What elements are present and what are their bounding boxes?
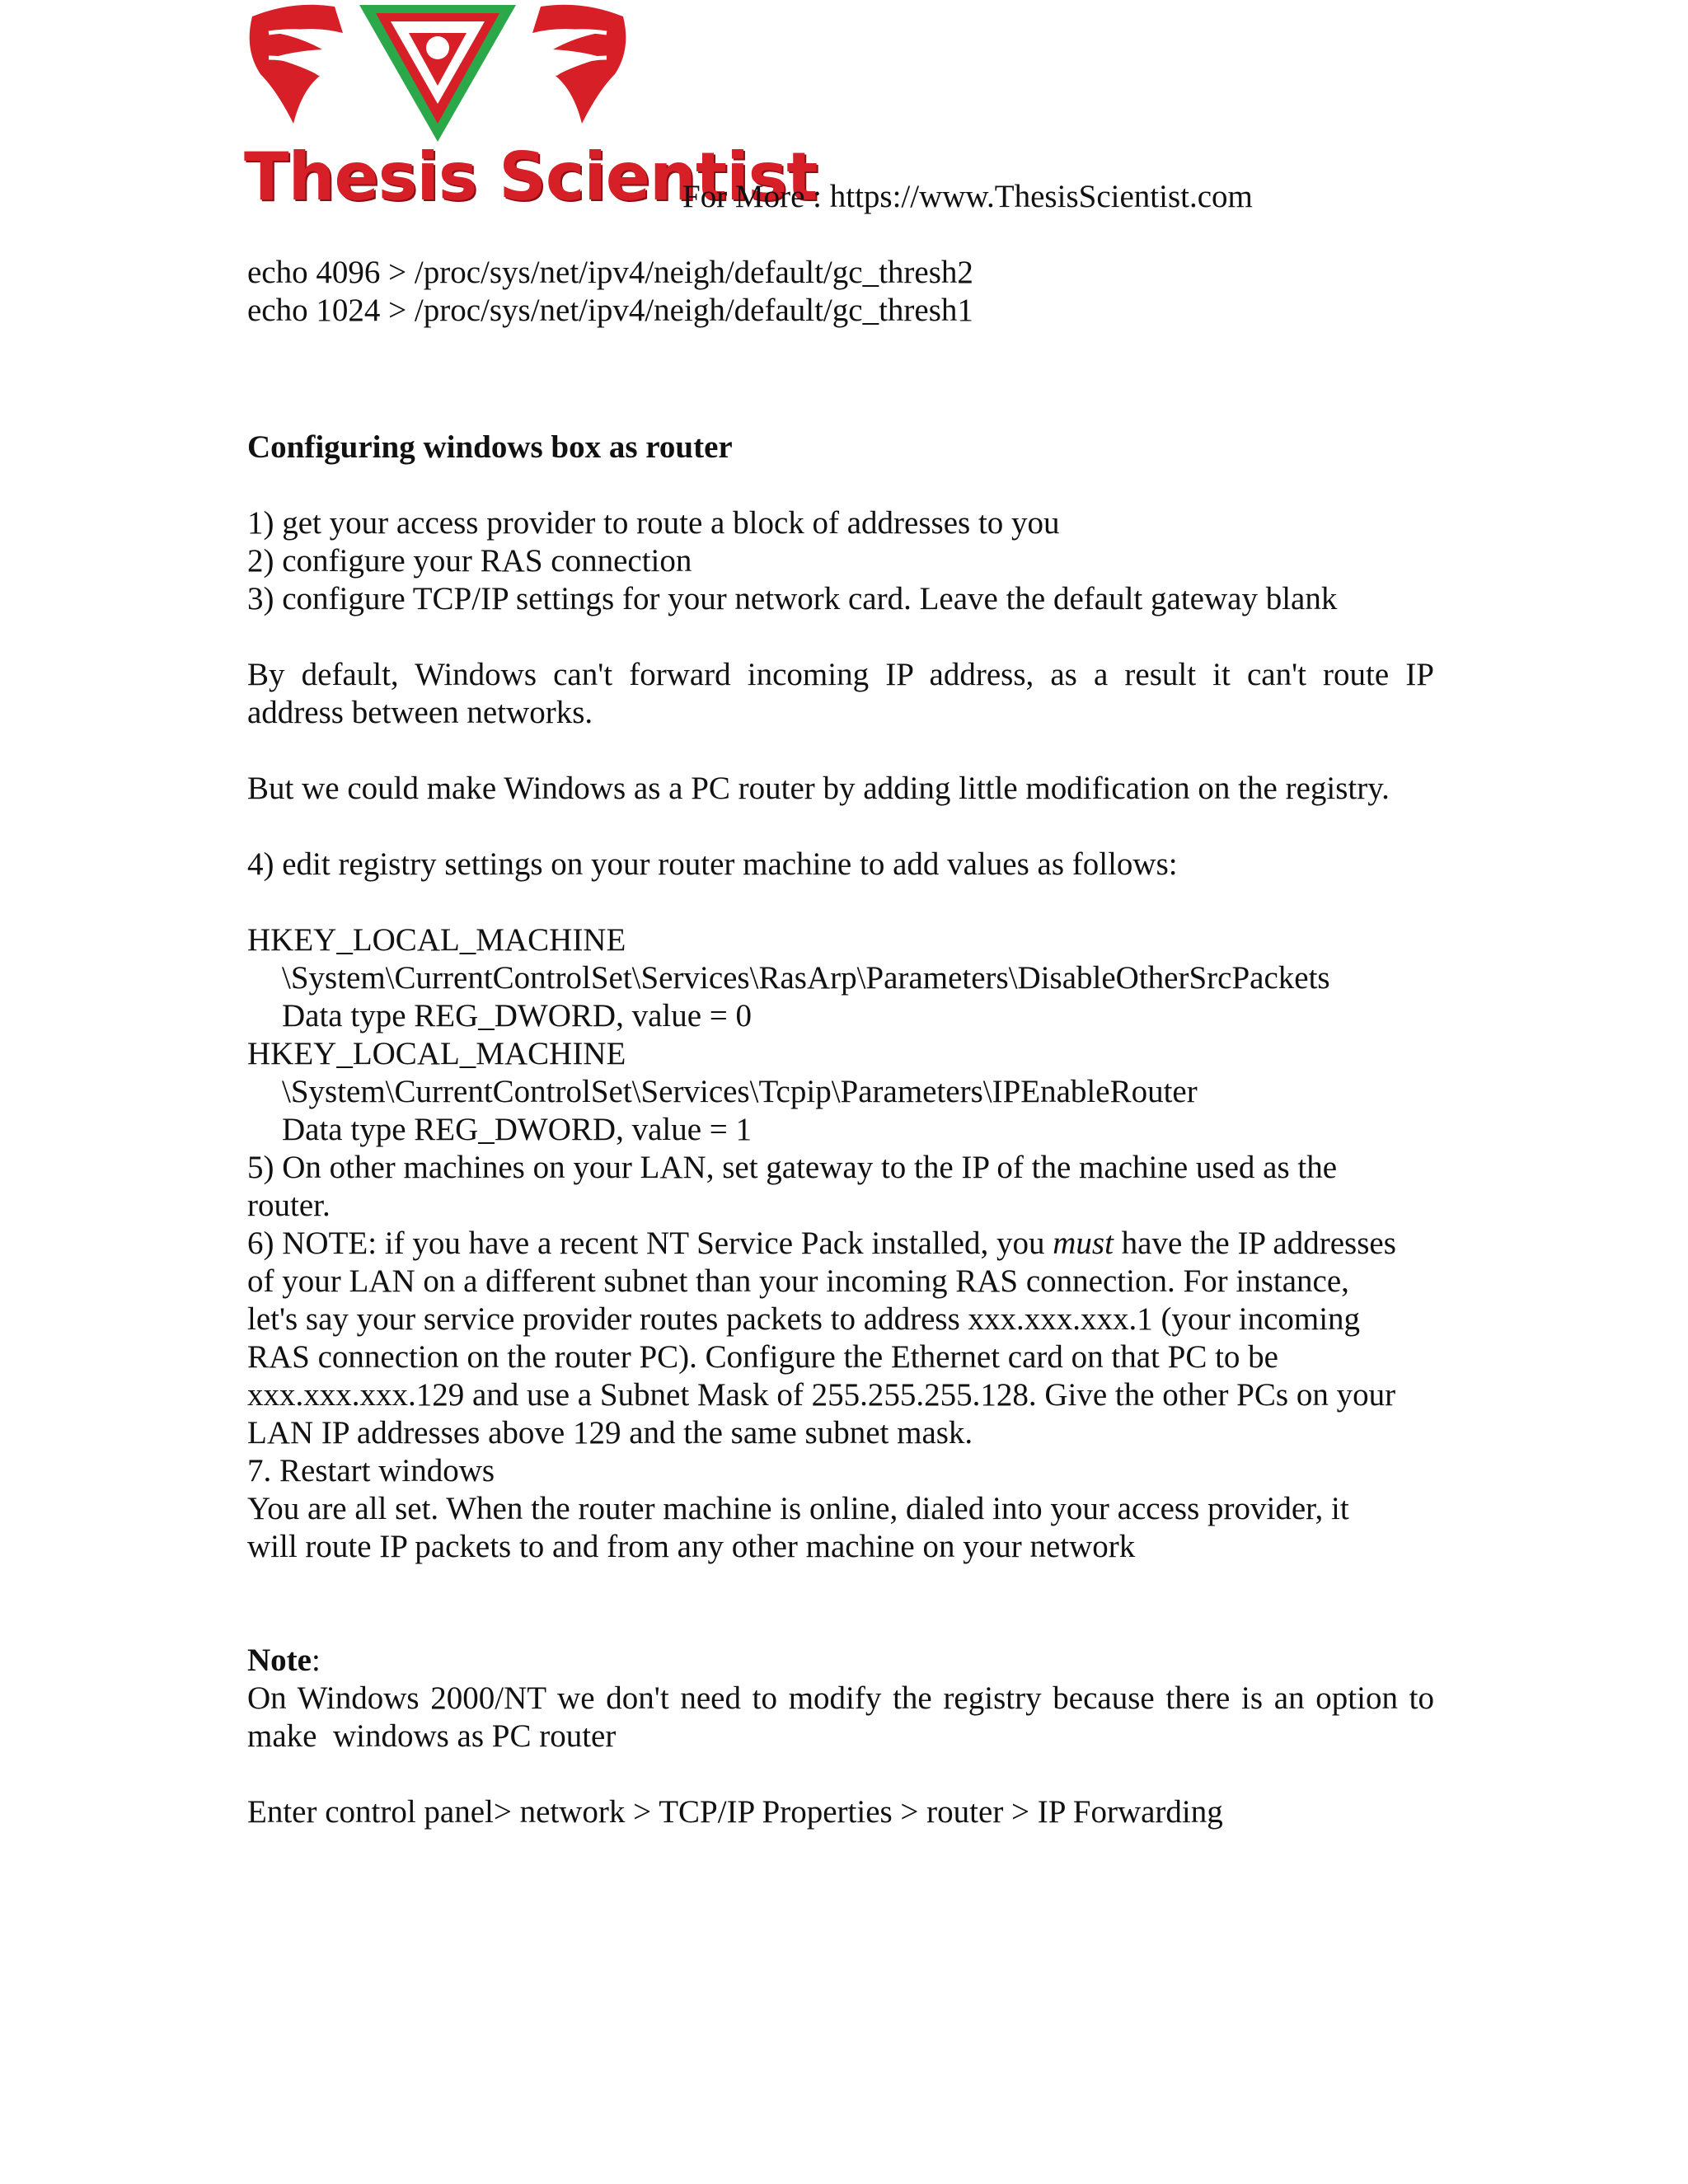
paragraph-line: will route IP packets to and from any other machine on your network xyxy=(247,1529,1136,1564)
registry-key: HKEY_LOCAL_MACHINE xyxy=(247,922,626,958)
paragraph-line: Enter control panel> network > TCP/IP Properties > router > IP Forwarding xyxy=(247,1794,1223,1830)
registry-key: HKEY_LOCAL_MACHINE xyxy=(247,1036,626,1071)
paragraph-line: LAN IP addresses above 129 and the same subnet mask. xyxy=(247,1415,973,1451)
note-colon: : xyxy=(311,1643,321,1678)
registry-path: \System\CurrentControlSet\Services\RasArp\Parameters\DisableOtherSrcPackets xyxy=(282,960,1330,996)
list-item: 4) edit registry settings on your router machine to add values as follows: xyxy=(247,846,1178,882)
list-item: 3) configure TCP/IP settings for your network card. Leave the default gateway blank xyxy=(247,581,1338,616)
paragraph-line: make windows as PC router xyxy=(247,1718,617,1754)
list-item: router. xyxy=(247,1188,331,1223)
paragraph-line: of your LAN on a different subnet than your incoming RAS connection. For instance, xyxy=(247,1263,1349,1299)
document-body xyxy=(247,254,1434,1831)
paragraph-line: But we could make Windows as a PC router by adding little modification on the registry. xyxy=(247,771,1390,806)
paragraph-line: By default, Windows can't forward incoming IP address, as a result it can't route IP xyxy=(247,657,1434,692)
list-item: 2) configure your RAS connection xyxy=(247,543,692,579)
paragraph-line: let's say your service provider routes packets to address xxx.xxx.xxx.1 (your incoming xyxy=(247,1301,1361,1337)
paragraph-line: address between networks. xyxy=(247,695,593,730)
paragraph-line: xxx.xxx.xxx.129 and use a Subnet Mask of 255.255.255.128. Give the other PCs on your xyxy=(247,1377,1396,1413)
note-label: Note xyxy=(247,1643,312,1678)
command-line: echo 1024 > /proc/sys/net/ipv4/neigh/default/gc_thresh1 xyxy=(247,293,973,328)
emphasis: must xyxy=(1053,1226,1114,1261)
section-heading: Configuring windows box as router xyxy=(247,429,733,465)
website-link[interactable]: For More : https://www.ThesisScientist.com xyxy=(682,179,1253,214)
logo-wordmark: Thesis Scientist xyxy=(244,138,818,215)
text-span: 6) NOTE: if you have a recent NT Service Pack installed, you xyxy=(247,1226,1053,1261)
text-span: have the IP addresses xyxy=(1113,1226,1396,1261)
list-item xyxy=(247,1225,1434,1263)
list-item: 1) get your access provider to route a block of addresses to you xyxy=(247,505,1060,541)
registry-path: \System\CurrentControlSet\Services\Tcpip\Parameters\IPEnableRouter xyxy=(282,1074,1198,1109)
logo-wings-icon xyxy=(244,0,631,148)
registry-value: Data type REG_DWORD, value = 1 xyxy=(282,1112,753,1147)
thesis-scientist-logo xyxy=(244,0,818,223)
paragraph-line: On Windows 2000/NT we don't need to modify the registry because there is an option to xyxy=(247,1680,1434,1716)
command-line: echo 4096 > /proc/sys/net/ipv4/neigh/default/gc_thresh2 xyxy=(247,255,973,290)
note-heading xyxy=(247,1642,1434,1680)
paragraph-line: RAS connection on the router PC). Configure the Ethernet card on that PC to be xyxy=(247,1339,1278,1375)
paragraph-line: You are all set. When the router machine is online, dialed into your access provider, it xyxy=(247,1491,1349,1526)
registry-value: Data type REG_DWORD, value = 0 xyxy=(282,998,753,1033)
list-item: 7. Restart windows xyxy=(247,1453,495,1488)
list-item: 5) On other machines on your LAN, set gateway to the IP of the machine used as the xyxy=(247,1150,1338,1185)
